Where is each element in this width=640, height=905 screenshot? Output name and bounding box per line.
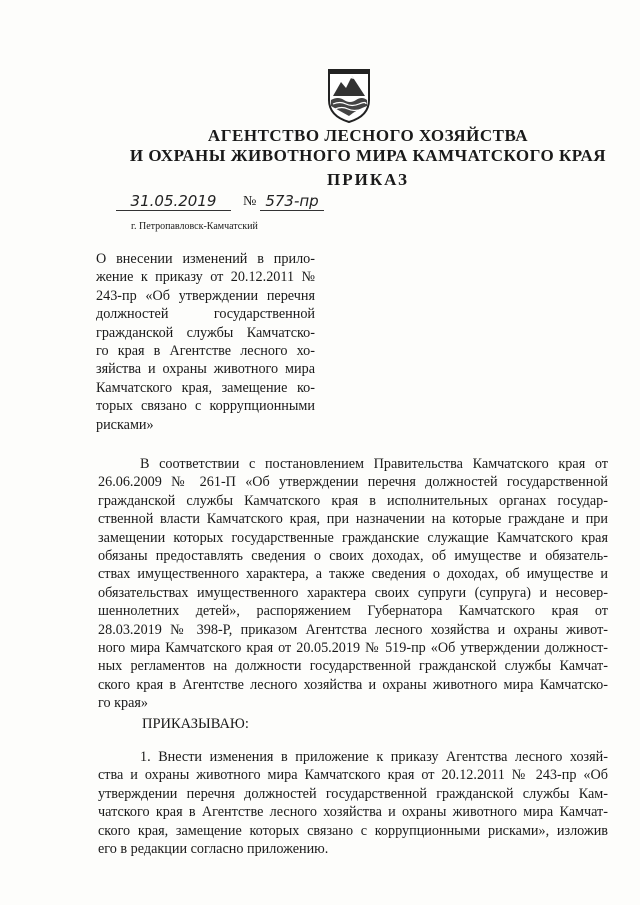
item-1-line: утверждении перечня должностей государственной гражданской службы Кам- xyxy=(98,785,608,802)
item-1-line: его в редакции согласно приложению. xyxy=(98,841,329,858)
subject-line: зяйства и охраны животного мира xyxy=(96,361,315,378)
handwritten-date: 31.05.2019 xyxy=(116,192,231,211)
order-heading: ПРИКАЗЫВАЮ: xyxy=(142,716,249,732)
kamchatka-coat-of-arms-icon xyxy=(326,66,372,124)
subject-line: О внесении изменений в прило- xyxy=(96,251,315,267)
subject-line: гражданской службы Камчатско- xyxy=(96,324,315,341)
handwritten-number: 573-пр xyxy=(260,192,324,211)
preamble-line: го края» xyxy=(98,695,149,712)
preamble-line: шеннолетних детей», распоряжением Губернатора Камчатского края от xyxy=(98,603,608,620)
preamble-line: 28.03.2019 № 398-Р, приказом Агентства лесного хозяйства и охраны живот- xyxy=(98,621,608,638)
agency-name-line-1: АГЕНТСТВО ЛЕСНОГО ХОЗЯЙСТВА xyxy=(207,126,529,145)
subject-line: рисками» xyxy=(96,416,154,433)
item-1-paragraph xyxy=(98,748,608,858)
item-1-line: чатского края в Агентстве лесного хозяйства и охраны животного мира Камчат- xyxy=(98,804,608,821)
document-type: ПРИКАЗ xyxy=(327,170,409,189)
preamble-paragraph xyxy=(98,455,608,713)
order-subject xyxy=(96,250,315,434)
preamble-line: ного мира Камчатского края от 20.05.2019 № 519-пр «Об утверждении должност- xyxy=(98,640,608,657)
preamble-line: обязаны предоставлять сведения о своих доходах, об имуществе и обязатель- xyxy=(98,548,608,565)
preamble-line: ствах имущественного характера, а также сведения о доходах, об имуществе и xyxy=(98,566,608,583)
preamble-line: ных регламентов на должности государственной гражданской службы Камчат- xyxy=(98,658,608,675)
preamble-line: гражданской службы Камчатского края в исполнительных органах государ- xyxy=(98,492,608,509)
subject-line: жение к приказу от 20.12.2011 № xyxy=(96,269,315,286)
subject-line: должностей государственной xyxy=(96,306,315,323)
date-number-line xyxy=(96,192,326,216)
subject-line: го края в Агентстве лесного хо- xyxy=(96,343,315,360)
preamble-line: В соответствии с постановлением Правительства Камчатского края от xyxy=(140,456,608,472)
agency-name-line-2: И ОХРАНЫ ЖИВОТНОГО МИРА КАМЧАТСКОГО КРАЯ xyxy=(129,146,607,165)
subject-line: Камчатского края, замещение ко- xyxy=(96,379,315,396)
preamble-line: ственной власти Камчатского края, при назначении на которые граждане и при xyxy=(98,511,608,528)
item-1-line: 1. Внести изменения в приложение к приказу Агентства лесного хозяй- xyxy=(140,749,608,765)
item-1-line: ского края, замещение которых связано с коррупционными рисками», изложив xyxy=(98,822,608,839)
preamble-line: замещении которых государственные гражданские служащие Камчатского края xyxy=(98,529,608,546)
subject-line: торых связано с коррупционными xyxy=(96,398,315,415)
preamble-line: 26.06.2009 № 261-П «Об утверждении перечня должностей государственной xyxy=(98,474,608,491)
preamble-line: обязательствах имущественного характера своих супруги (супруга) и несовер- xyxy=(98,584,608,601)
preamble-line: ского края в Агентстве лесного хозяйства и охраны животного мира Камчатско- xyxy=(98,676,608,693)
item-1-line: ства и охраны животного мира Камчатского края от 20.12.2011 № 243-пр «Об xyxy=(98,767,608,784)
city-name: г. Петропавловск-Камчатский xyxy=(131,221,258,232)
subject-line: 243-пр «Об утверждении перечня xyxy=(96,287,315,304)
number-label: № xyxy=(243,194,257,209)
